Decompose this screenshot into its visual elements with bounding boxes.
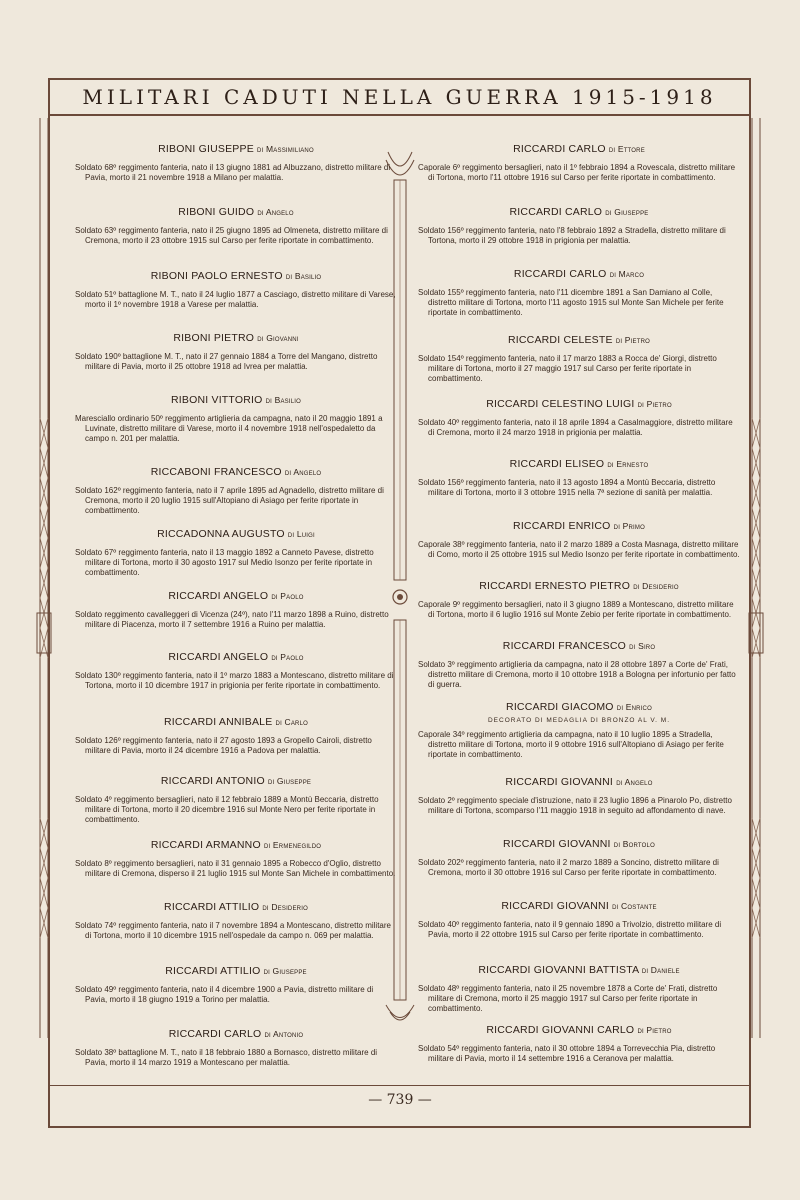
entry [418, 268, 740, 318]
entry-name: RICCARDI ANGELO di Paolo [168, 590, 304, 602]
entry-text: Soldato 48º reggimento fanteria, nato il 25 novembre 1878 a Corte de' Frati, distretto militare di Cremona, morto il 25 maggio 1917 sul Carso per ferite riportate in combattimento. [418, 984, 718, 1013]
entry-name: RICCARDI GIOVANNI di Angelo [505, 776, 653, 788]
entry [75, 716, 397, 756]
entry [75, 590, 397, 630]
entry-name: RICCARDI GIOVANNI di Bortolo [503, 838, 655, 850]
entry-text: Soldato 49º reggimento fanteria, nato il 4 dicembre 1900 a Pavia, distretto militare di Pavia, morto il 18 giugno 1919 a Torino per malattia. [75, 985, 374, 1004]
entry-text: Soldato 2º reggimento speciale d'istruzione, nato il 23 luglio 1896 a Pinarolo Po, distretto militare di Tortona, scomparso l'11 maggio 1918 in seguito ad affondamento di nave. [418, 796, 732, 815]
entry-name: RIBONI PIETRO di Giovanni [173, 332, 299, 344]
entry-name: RICCARDI CELESTINO LUIGI di Pietro [486, 398, 672, 410]
entry-name: RICCARDI CARLO di Giuseppe [509, 206, 649, 218]
entry [418, 964, 740, 1014]
entry-name: RICCARDI CARLO di Ettore [513, 143, 645, 155]
entry-name: RICCARDI FRANCESCO di Siro [502, 640, 656, 652]
entry-name: RICCARDI ANGELO di Paolo [168, 651, 304, 663]
entry-text: Soldato 63º reggimento fanteria, nato il 25 giugno 1895 ad Olmeneta, distretto militare di Cremona, morto il 23 ottobre 1915 sul Carso per ferite riportate in combattimento. [75, 226, 388, 245]
entry-text: Caporale 38º reggimento fanteria, nato il 2 marzo 1889 a Costa Masnaga, distretto militare di Como, morto il 25 ottobre 1915 sul Medio Isonzo per ferite riportate in combattimento. [418, 540, 740, 559]
entry-text: Soldato 156º reggimento fanteria, nato il 13 agosto 1894 a Montù Beccaria, distretto militare di Tortona, morto il 3 ottobre 1915 nella 7ª sezione di sanità per malattia. [418, 478, 716, 497]
entry-name: RICCADONNA AUGUSTO di Luigi [157, 528, 315, 540]
entry-text: Caporale 6º reggimento bersaglieri, nato il 1º febbraio 1894 a Rovescala, distretto militare di Tortona, morto l'11 ottobre 1916 sul Carso per ferite riportate in combattimento. [418, 163, 736, 182]
entry [418, 206, 740, 246]
entry-text: Soldato 40º reggimento fanteria, nato il 18 aprile 1894 a Casalmaggiore, distretto militare di Cremona, morto il 24 marzo 1918 in prigionia per malattia. [418, 418, 733, 437]
entry-text: Soldato 4º reggimento bersaglieri, nato il 12 febbraio 1889 a Montù Beccaria, distretto militare di Tortona, morto il 20 dicembre 1916 sul Monte Nero per ferite riportate in combattimento. [75, 795, 379, 824]
entry-text: Maresciallo ordinario 50º reggimento artiglieria da campagna, nato il 20 maggio 1891 a Luvinate, distretto militare di Varese, morto il 4 novembre 1918 nell'ospedaletto da campo n. 201 per malattia. [75, 414, 383, 443]
entry [75, 270, 397, 310]
entry-name: RIBONI PAOLO ERNESTO di Basilio [150, 270, 322, 282]
entry [418, 580, 740, 620]
entry-text: Soldato 3º reggimento artiglieria da campagna, nato il 28 ottobre 1897 a Corte de' Frati, distretto militare di Cremona, morto il 10 ottobre 1918 a Bologna per infortunio per fatto di guerra. [418, 660, 736, 689]
entry-name: RICCARDI ARMANNO di Ermenegildo [150, 839, 322, 851]
entry-text: Caporale 9º reggimento bersaglieri, nato il 3 giugno 1889 a Montescano, distretto militare di Tortona, morto il 6 luglio 1916 sul Monte Zebio per ferite riportate in combattimento. [418, 600, 734, 619]
entry [75, 839, 397, 879]
entry [418, 458, 740, 498]
entry [75, 466, 397, 516]
entry [75, 651, 397, 691]
entry-text: Soldato 74º reggimento fanteria, nato il 7 novembre 1894 a Montescano, distretto militare di Tortona, morto il 10 dicembre 1915 nell'ospedale da campo n. 069 per malattia. [75, 921, 391, 940]
entry-text: Soldato 68º reggimento fanteria, nato il 13 giugno 1881 ad Albuzzano, distretto militare di Pavia, morto il 21 novembre 1918 a Milano per malattia. [75, 163, 391, 182]
entry-text: Soldato 40º reggimento fanteria, nato il 9 gennaio 1890 a Trivolzio, distretto militare di Pavia, morto il 22 ottobre 1915 sul Carso per ferite riportate in combattimento. [418, 920, 722, 939]
entry [75, 901, 397, 941]
page-title: MILITARI CADUTI NELLA GUERRA 1915-1918 [82, 85, 717, 109]
entry-name: RICCABONI FRANCESCO di Angelo [150, 466, 322, 478]
entry-name: RICCARDI ANTONIO di Giuseppe [160, 775, 312, 787]
entry-name: RICCARDI ANNIBALE di Carlo [163, 716, 308, 728]
entry-name: RICCARDI GIOVANNI CARLO di Pietro [486, 1024, 672, 1036]
entry [75, 528, 397, 578]
entry-name: RICCARDI CARLO di Antonio [168, 1028, 304, 1040]
entry [418, 776, 740, 816]
entry-text: Soldato 190º battaglione M. T., nato il 27 gennaio 1884 a Torre del Mangano, distretto militare di Pavia, morto il 25 ottobre 1918 ad Ivrea per malattia. [75, 352, 378, 371]
entry-name: RICCARDI ELISEO di Ernesto [509, 458, 649, 470]
entry [418, 334, 740, 384]
page-number: — 739 — [368, 1092, 432, 1108]
entry-name: RICCARDI ATTILIO di Desiderio [164, 901, 308, 913]
entry [75, 206, 397, 246]
entry-text: Soldato 67º reggimento fanteria, nato il 13 maggio 1892 a Canneto Pavese, distretto militare di Tortona, morto il 30 agosto 1917 sul Medio Isonzo per ferite riportate in combattimento. [75, 548, 374, 577]
decoration-note: DECORATO DI MEDAGLIA DI BRONZO AL V. M. [487, 717, 671, 724]
entry-name: RICCARDI ATTILIO di Giuseppe [165, 965, 307, 977]
entry-name: RICCARDI GIACOMO di Enrico [506, 701, 652, 713]
entry-name: RICCARDI CARLO di Marco [513, 268, 645, 280]
entry [418, 520, 740, 560]
entry-name: RIBONI VITTORIO di Basilio [171, 394, 301, 406]
entry-name: RICCARDI GIOVANNI di Costante [501, 900, 657, 912]
entry [418, 398, 740, 438]
entry-name: RICCARDI ENRICO di Primo [513, 520, 645, 532]
entry [418, 1024, 740, 1064]
entry [418, 900, 740, 940]
entry [75, 143, 397, 183]
entry [418, 701, 740, 760]
page-header [48, 78, 751, 116]
entry-text: Soldato 156º reggimento fanteria, nato l'8 febbraio 1892 a Stradella, distretto militare di Tortona, morto il 29 ottobre 1918 in prigionia per malattia. [418, 226, 726, 245]
entry-name: RICCARDI CELESTE di Pietro [507, 334, 650, 346]
entry-text: Soldato 130º reggimento fanteria, nato il 1º marzo 1883 a Montescano, distretto militare di Tortona, morto il 10 dicembre 1917 in prigionia per ferite riportate in combattimento. [75, 671, 394, 690]
entry-text: Soldato reggimento cavalleggeri di Vicenza (24º), nato l'11 marzo 1898 a Ruino, distretto militare di Piacenza, morto il 7 settembre 1916 a Ruino per malattia. [75, 610, 389, 629]
entry-name: RIBONI GUIDO di Angelo [178, 206, 294, 218]
entry-text: Soldato 202º reggimento fanteria, nato il 2 marzo 1889 a Soncino, distretto militare di Cremona, morto il 30 ottobre 1916 sul Carso per ferite riportate in combattimento. [418, 858, 719, 877]
entry-text: Soldato 51º battaglione M. T., nato il 24 luglio 1877 a Casciago, distretto militare di Varese, morto il 1º novembre 1918 a Varese per malattia. [75, 290, 396, 309]
left-border-ornament [36, 118, 52, 1038]
entry [75, 1028, 397, 1068]
entry-text: Soldato 162º reggimento fanteria, nato il 7 aprile 1895 ad Agnadello, distretto militare di Cremona, morto il 20 luglio 1915 sull'Altopiano di Asiago per ferite riportate in combattimento. [75, 486, 384, 515]
entry-text: Soldato 8º reggimento bersaglieri, nato il 31 gennaio 1895 a Robecco d'Oglio, distretto militare di Cremona, disperso il 21 luglio 1915 sul Monte San Michele in combattimento. [75, 859, 396, 878]
entry-text: Soldato 38º battaglione M. T., nato il 18 febbraio 1880 a Bornasco, distretto militare di Pavia, morto il 14 marzo 1919 a Montescano per malattia. [75, 1048, 378, 1067]
footer-rule [48, 1085, 751, 1086]
entry [418, 838, 740, 878]
entry-text: Soldato 155º reggimento fanteria, nato l'11 dicembre 1891 a San Damiano al Colle, distretto militare di Tortona, morto l'11 agosto 1915 sul Monte San Michele per ferite riportate in combattimento. [418, 288, 724, 317]
entry [418, 143, 740, 183]
entry [418, 640, 740, 690]
entry [75, 775, 397, 825]
entry [75, 394, 397, 444]
entry-name: RIBONI GIUSEPPE di Massimiliano [158, 143, 314, 155]
entry-text: Soldato 54º reggimento fanteria, nato il 30 ottobre 1894 a Torrevecchia Pia, distretto militare di Pavia, morto il 14 settembre 1916 a Ceranova per malattia. [418, 1044, 716, 1063]
right-border-ornament [748, 118, 764, 1038]
entry-text: Caporale 34º reggimento artiglieria da campagna, nato il 10 luglio 1895 a Stradella, distretto militare di Tortona, morto il 9 ottobre 1916 sull'Altopiano di Asiago per ferite riportate in combattimento. [418, 730, 724, 759]
entry [75, 332, 397, 372]
entry-name: RICCARDI GIOVANNI BATTISTA di Daniele [478, 964, 680, 976]
entry-text: Soldato 154º reggimento fanteria, nato il 17 marzo 1883 a Rocca de' Giorgi, distretto militare di Tortona, morto il 27 maggio 1917 sul Carso per ferite riportate in combattimento. [418, 354, 717, 383]
entry [75, 965, 397, 1005]
entry-text: Soldato 126º reggimento fanteria, nato il 27 agosto 1893 a Gropello Cairoli, distretto militare di Pavia, morto il 24 dicembre 1916 a Padova per malattia. [75, 736, 372, 755]
entry-name: RICCARDI ERNESTO PIETRO di Desiderio [479, 580, 679, 592]
